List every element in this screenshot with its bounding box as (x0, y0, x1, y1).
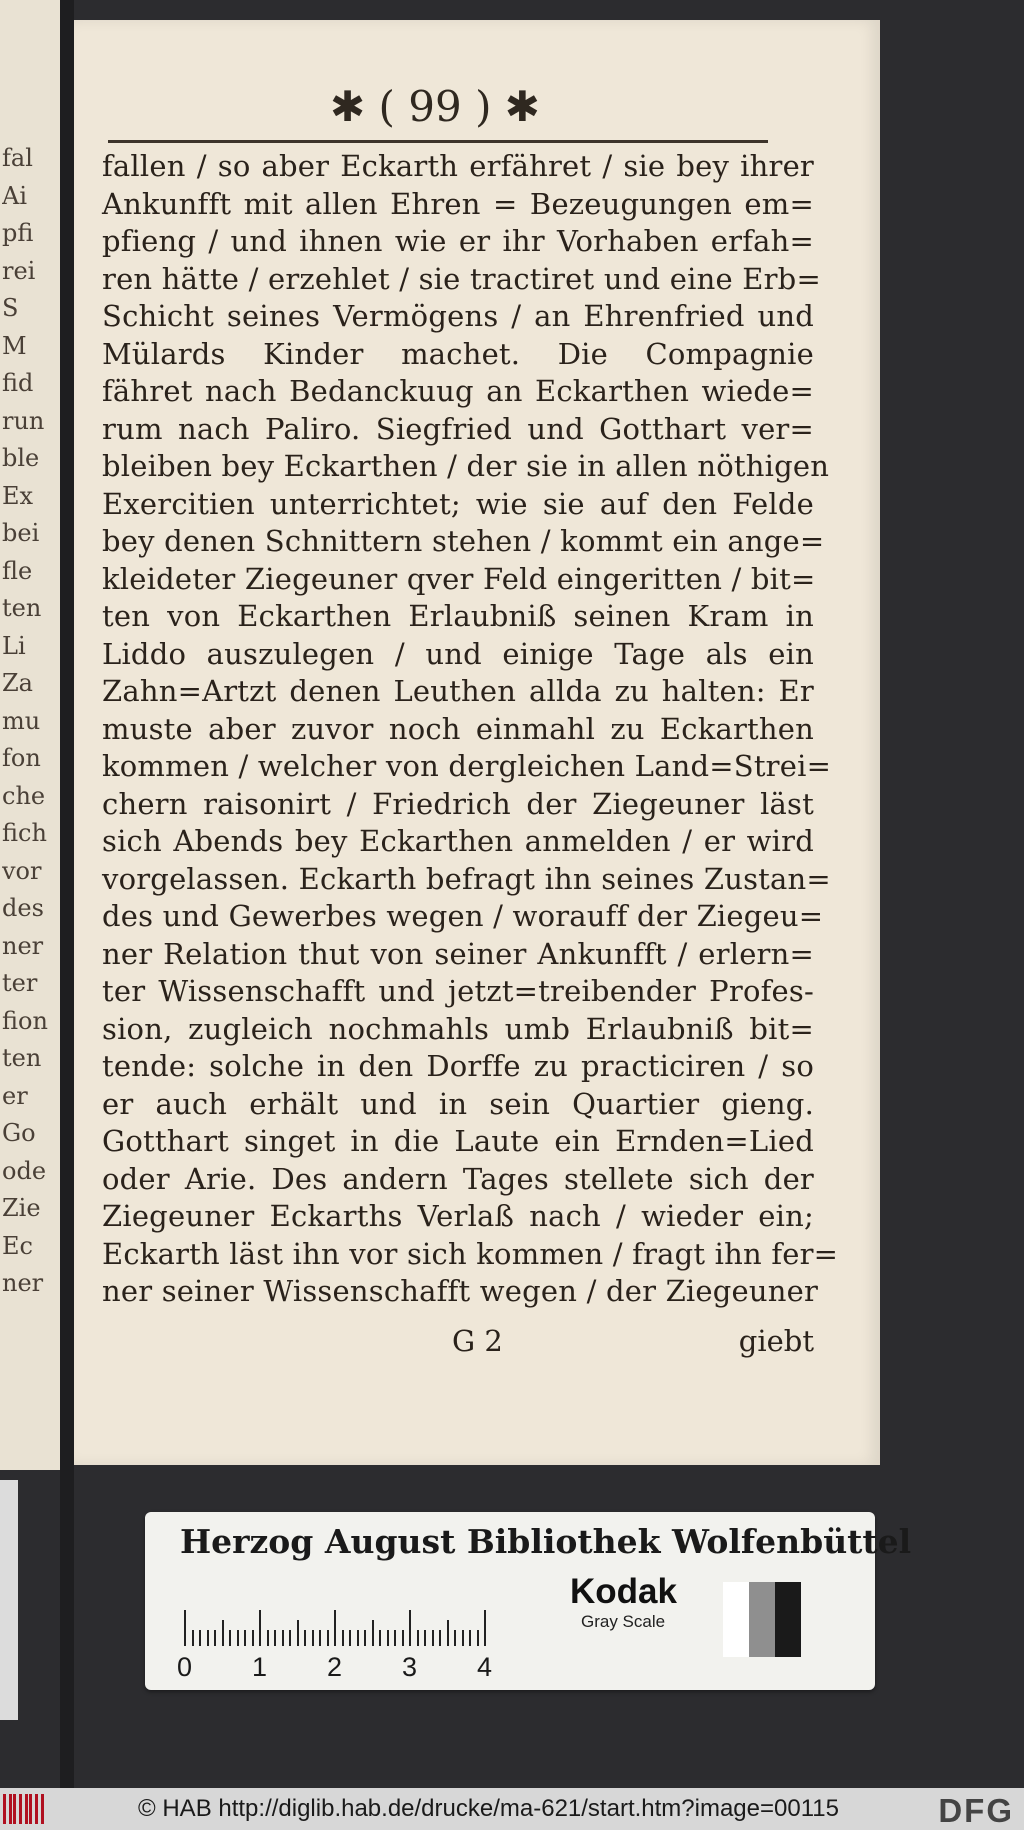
barcode-stripe (35, 1794, 38, 1824)
text-line: er auch erhält und in sein Quartier gieng. (102, 1086, 814, 1121)
header-rule (108, 140, 768, 143)
fragment-line: mu (2, 706, 41, 735)
text-line: fähret nach Bedanckuug an Eckarthen wiede= (102, 374, 814, 408)
fragment-line: fid (2, 369, 34, 397)
ruler-tick (304, 1630, 306, 1646)
barcode-stripe (19, 1794, 22, 1824)
text-line: ter Wissenschafft und jetzt=treibender Profes- (102, 974, 814, 1008)
text-line: muste aber zuvor noch einmahl zu Eckarthen (102, 711, 814, 746)
fragment-line: fich (2, 819, 47, 847)
gray-swatch (749, 1582, 775, 1657)
fragment-line: M (2, 331, 27, 360)
book-spine (60, 0, 74, 1788)
ruler-tick (192, 1630, 194, 1646)
text-line: Schicht seines Vermögens / an Ehrenfried und (102, 299, 814, 333)
barcode-stripe (29, 1794, 32, 1824)
fragment-line: ter (2, 969, 38, 997)
text-line: fallen / so aber Eckarth erfähret / sie bey ihrer (102, 149, 814, 183)
ruler-tick (237, 1630, 239, 1646)
text-line: Exercitien unterrichtet; wie sie auf den Felde (102, 486, 814, 521)
text-line: Gotthart singet in die Laute ein Ernden=Lied (102, 1124, 814, 1158)
fragment-line: ner (2, 1269, 44, 1297)
page-footer-row (102, 1324, 814, 1364)
fragment-line: Li (2, 631, 26, 660)
ruler-tick (199, 1630, 201, 1646)
ruler-tick (289, 1630, 291, 1646)
barcode-icon (3, 1794, 47, 1824)
fragment-line: fal (2, 144, 33, 172)
fragment-line: che (2, 781, 46, 810)
page-number-header (280, 82, 590, 138)
ruler-tick (447, 1620, 449, 1646)
previous-page-edge (0, 0, 60, 1470)
text-line: rum nach Paliro. Siegfried und Gotthart ver= (102, 411, 814, 446)
text-line: Ankunfft mit allen Ehren = Bezeugungen em= (102, 186, 814, 221)
ruler-tick (387, 1630, 389, 1646)
ruler-number: 4 (477, 1652, 493, 1682)
ruler-tick (274, 1630, 276, 1646)
ruler-tick (454, 1630, 456, 1646)
text-line: oder Arie. Des andern Tages stellete sich der (102, 1161, 814, 1196)
fragment-line: bei (2, 519, 40, 547)
page-stack-edge (0, 1480, 18, 1720)
fragment-line: ten (2, 594, 42, 622)
catchword: giebt (738, 1324, 814, 1358)
fragment-line: er (2, 1081, 28, 1110)
ruler-tick (282, 1630, 284, 1646)
fragment-line: ble (2, 444, 40, 472)
ruler-tick (259, 1610, 261, 1646)
text-line: pfieng / und ihnen wie er ihr Vorhaben erfah= (102, 224, 814, 258)
ruler-tick (327, 1630, 329, 1646)
ruler-tick (207, 1630, 209, 1646)
text-line: ner seiner Wissenschafft wegen / der Ziegeuner (102, 1274, 819, 1308)
fragment-line: Za (2, 669, 33, 697)
fragment-line: ode (2, 1156, 47, 1185)
ruler-number: 2 (327, 1652, 343, 1682)
text-line: ner Relation thut von seiner Ankunfft / erlern= (102, 936, 814, 971)
ruler-tick (364, 1630, 366, 1646)
page-text-block (102, 148, 839, 1311)
fragment-line: Ai (2, 181, 28, 210)
barcode-stripe (41, 1794, 44, 1824)
fragment-line: Ex (2, 481, 34, 510)
ruler-tick (372, 1620, 374, 1646)
text-line: Mülards Kinder machet. Die Compagnie (102, 336, 814, 371)
fragment-line: rei (2, 256, 36, 285)
page-number-text: ✱ ( 99 ) ✱ (330, 82, 540, 131)
library-name: Herzog August Bibliothek Wolfenbüttel (180, 1522, 912, 1561)
fragment-line: fon (2, 744, 41, 772)
fragment-line: Zie (2, 1194, 41, 1222)
ruler-tick (214, 1630, 216, 1646)
ruler-tick (439, 1630, 441, 1646)
ruler-tick (334, 1610, 336, 1646)
ruler-tick (417, 1630, 419, 1646)
ruler-tick (432, 1630, 434, 1646)
text-line: kommen / welcher von dergleichen Land=Strei= (102, 749, 832, 783)
ruler-tick (244, 1630, 246, 1646)
white-swatch (723, 1582, 749, 1657)
fragment-line: pfi (2, 219, 34, 247)
ruler-tick (267, 1630, 269, 1646)
ruler-number: 3 (402, 1652, 418, 1682)
book-page (74, 20, 880, 1465)
text-line: Eckarth läst ihn vor sich kommen / fragt ihn fer= (102, 1236, 839, 1271)
text-line: Ziegeuner Eckarths Verlaß nach / wieder ein; (102, 1199, 814, 1233)
ruler-tick (477, 1630, 479, 1646)
ruler-tick (229, 1630, 231, 1646)
text-line: bleiben bey Eckarthen / der sie in allen nöthigen (102, 449, 830, 483)
ruler-tick (379, 1630, 381, 1646)
fragment-line: fion (2, 1006, 48, 1035)
ruler-tick (394, 1630, 396, 1646)
ruler-tick (462, 1630, 464, 1646)
text-line: ren hätte / erzehlet / sie tractiret und eine Erb= (102, 261, 821, 296)
previous-page-text-fragments (2, 140, 54, 1303)
source-link[interactable]: © HAB http://diglib.hab.de/drucke/ma-621/start.htm?image=00115 (138, 1795, 839, 1822)
gray-scale-label: Gray Scale (581, 1612, 666, 1631)
barcode-stripe (9, 1794, 12, 1824)
fragment-line: S (2, 294, 19, 322)
ruler-tick (319, 1630, 321, 1646)
text-line: des und Gewerbes wegen / worauff der Ziegeu= (102, 899, 824, 933)
footer-bar (0, 1788, 1024, 1830)
ruler-tick (469, 1630, 471, 1646)
ruler-tick (402, 1630, 404, 1646)
text-line: ten von Eckarthen Erlaubniß seinen Kram in (102, 599, 814, 633)
text-line: sich Abends bey Eckarthen anmelden / er wird (102, 824, 814, 858)
ruler-tick (342, 1630, 344, 1646)
ruler-number: 0 (177, 1652, 193, 1682)
text-line: tende: solche in den Dorffe zu practiciren / so (102, 1049, 814, 1083)
text-line: Zahn=Artzt denen Leuthen allda zu halten: Er (102, 674, 814, 708)
ruler-tick (349, 1630, 351, 1646)
ruler-tick (484, 1610, 486, 1646)
library-color-card (145, 1512, 912, 1690)
fragment-line: Ec (2, 1231, 33, 1260)
fragment-line: ner (2, 931, 44, 960)
barcode-stripe (25, 1794, 28, 1824)
kodak-logo: Kodak (570, 1572, 677, 1611)
barcode-stripe (3, 1794, 6, 1824)
ruler-tick (424, 1630, 426, 1646)
text-line: sion, zugleich nochmahls umb Erlaubniß bit= (102, 1011, 814, 1046)
text-line: vorgelassen. Eckarth befragt ihn seines Zustan= (102, 861, 831, 896)
text-line: Liddo auszulegen / und einige Tage als ein (102, 636, 814, 671)
fragment-line: fle (2, 556, 33, 585)
signature-mark: G 2 (452, 1324, 503, 1358)
text-line: chern raisonirt / Friedrich der Ziegeuner läst (102, 786, 814, 821)
fragment-line: des (2, 894, 44, 922)
ruler-tick (312, 1630, 314, 1646)
ruler-tick (409, 1610, 411, 1646)
fragment-line: run (2, 406, 45, 435)
ruler-number: 1 (252, 1652, 268, 1682)
ruler-tick (222, 1620, 224, 1646)
black-swatch (775, 1582, 801, 1657)
ruler-tick (252, 1630, 254, 1646)
fragment-line: Go (2, 1119, 36, 1147)
ruler-tick (297, 1620, 299, 1646)
text-line: bey denen Schnittern stehen / kommt ein ange= (102, 524, 825, 558)
dfg-logo: DFG (938, 1792, 1014, 1829)
barcode-stripe (13, 1794, 16, 1824)
text-line: kleideter Ziegeuner qver Feld eingeritten / bit= (102, 561, 816, 596)
ruler-tick (357, 1630, 359, 1646)
fragment-line: ten (2, 1044, 42, 1072)
ruler-tick (184, 1610, 186, 1646)
fragment-line: vor (2, 856, 42, 885)
